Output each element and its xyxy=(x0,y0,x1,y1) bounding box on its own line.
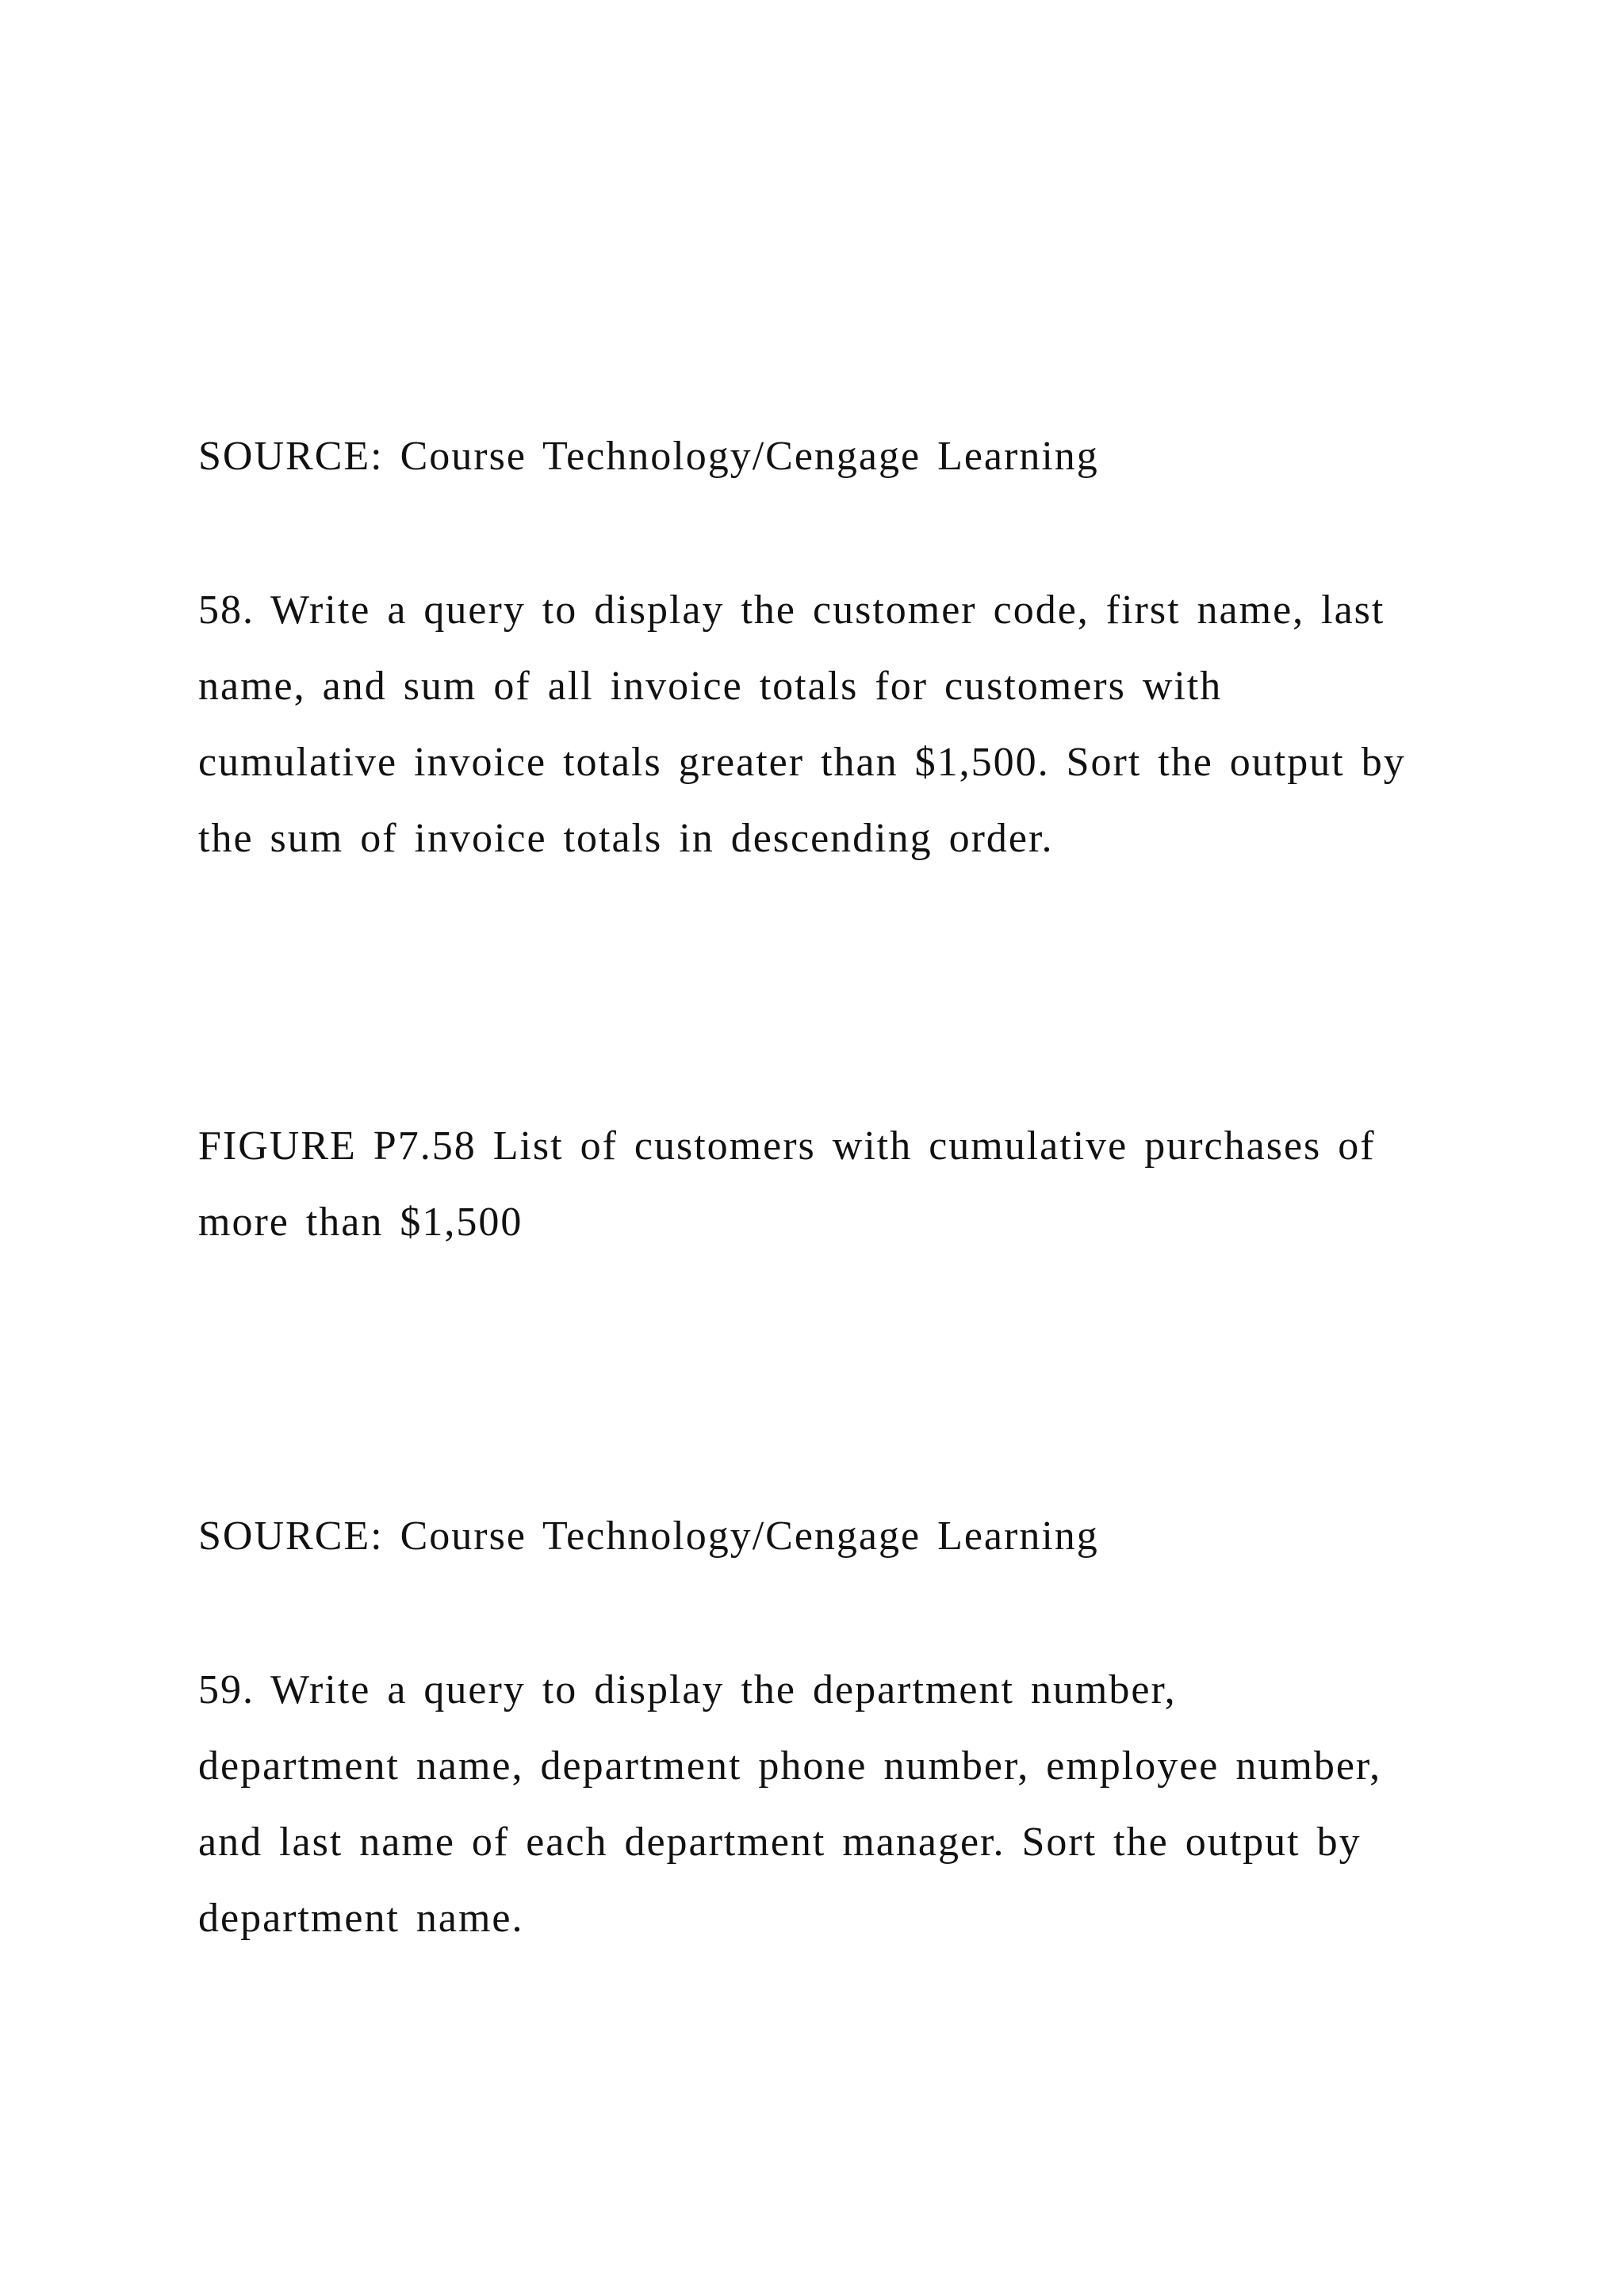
figure-caption xyxy=(198,1108,1451,1261)
source-credit xyxy=(198,419,1451,495)
figure-caption-line: more than $1,500 xyxy=(198,1200,523,1245)
question-59-line: department name, department phone number, employee number, xyxy=(198,1743,1382,1789)
source-credit xyxy=(198,1498,1451,1575)
question-58-line: the sum of invoice totals in descending order. xyxy=(198,816,1054,861)
question-59-line: and last name of each department manager. Sort the output by xyxy=(198,1820,1362,1865)
question-58 xyxy=(198,572,1451,877)
question-59-line: 59. Write a query to display the department number, xyxy=(198,1667,1177,1712)
source-credit-text: SOURCE: Course Technology/Cengage Learning xyxy=(198,1513,1099,1559)
question-59 xyxy=(198,1652,1451,1957)
question-58-line: name, and sum of all invoice totals for customers with xyxy=(198,664,1223,709)
question-58-line: 58. Write a query to display the customer code, first name, last xyxy=(198,587,1385,633)
question-58-line: cumulative invoice totals greater than $1,500. Sort the output by xyxy=(198,740,1406,785)
source-credit-text: SOURCE: Course Technology/Cengage Learning xyxy=(198,434,1099,479)
question-59-line: department name. xyxy=(198,1896,524,1941)
figure-caption-line: FIGURE P7.58 List of customers with cumulative purchases of xyxy=(198,1123,1376,1169)
